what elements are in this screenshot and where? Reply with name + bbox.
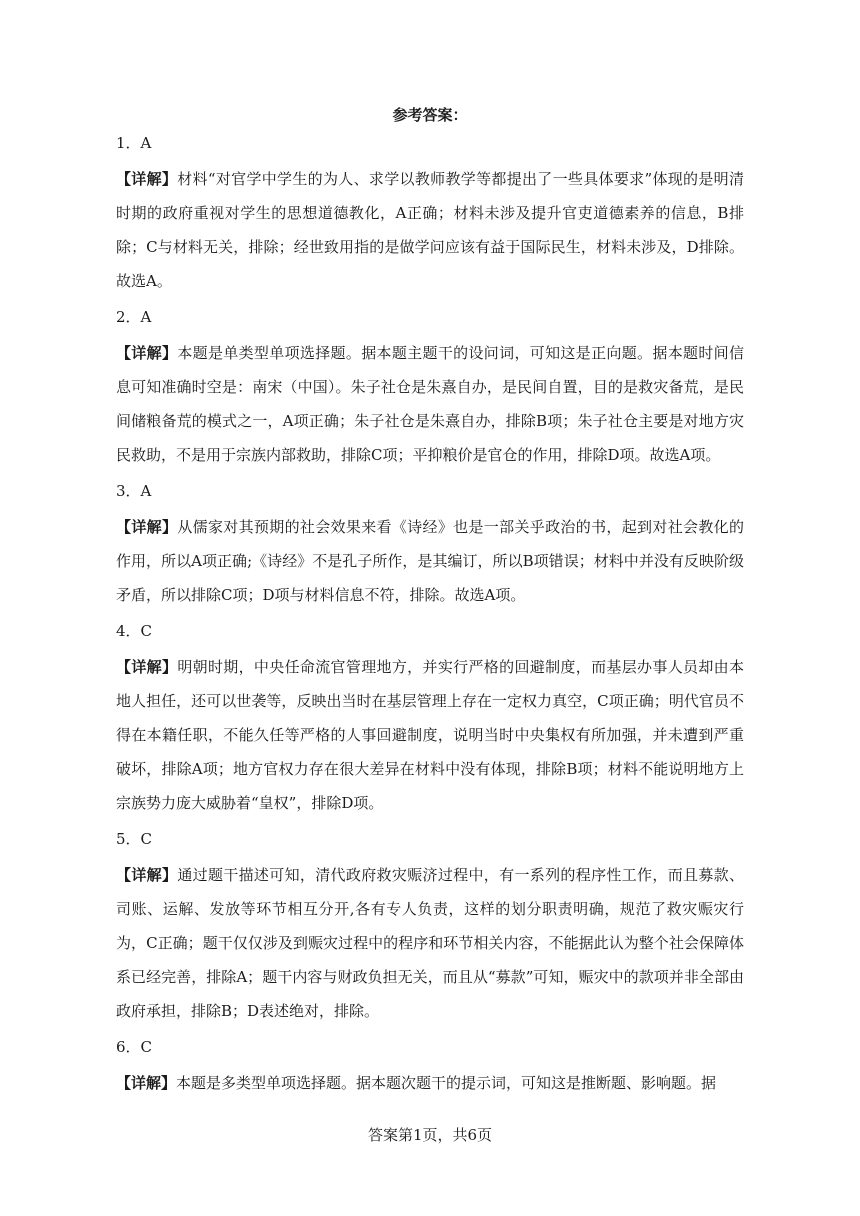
explanation-tag: 【详解】: [116, 344, 178, 362]
explanation-paragraph: [116, 650, 744, 820]
question-number: 1．A: [116, 134, 152, 152]
question-number: 3．A: [116, 482, 152, 500]
question-number: 4．C: [116, 622, 153, 640]
explanation-paragraph: [116, 858, 744, 1028]
answer-item-4: [116, 620, 744, 820]
explanation-text: 本题是单类型单项选择题。据本题主题干的设问词，可知这是正向题。据本题时间信息可知准确时空是：南宋（中国）。朱子社仓是朱熹自办，是民间自置，目的是救灾备荒，是民间储粮备荒的模式之一，A项正确；朱子社仓是朱熹自办，排除B项；朱子社仓主要是对地方灾民救助，不是用于宗族内部救助，排除C项；平抑粮价是官仓的作用，排除D项。故选A项。: [116, 344, 744, 464]
explanation-text: 通过题干描述可知，清代政府救灾赈济过程中，有一系列的程序性工作，而且募款、司账、运解、发放等环节相互分开,各有专人负责，这样的划分职责明确，规范了救灾赈灾行为，C正确；题干仅仅涉及到赈灾过程中的程序和环节相关内容，不能据此认为整个社会保障体系已经完善，排除A；题干内容与财政负担无关，而且从“募款”可知，赈灾中的款项并非全部由政府承担，排除B；D表述绝对，排除。: [116, 866, 744, 1020]
explanation-text: 材料“对官学中学生的为人、求学以教师教学等都提出了一些具体要求”体现的是明清时期的政府重视对学生的思想道德教化，A正确；材料未涉及提升官吏道德素养的信息，B排除；C与材料无关，排除；经世致用指的是做学问应该有益于国际民生，材料未涉及，D排除。故选A。: [116, 170, 744, 290]
answer-item-2: [116, 306, 744, 472]
question-number: 6．C: [116, 1038, 153, 1056]
explanation-tag: 【详解】: [116, 866, 178, 884]
answer-list: [116, 132, 744, 1108]
question-number: 2．A: [116, 308, 152, 326]
page-footer: 答案第1页，共6页: [367, 1126, 493, 1144]
explanation-text: 明朝时期，中央任命流官管理地方，并实行严格的回避制度，而基层办事人员却由本地人担任，还可以世袭等，反映出当时在基层管理上存在一定权力真空，C项正确；明代官员不得在本籍任职，不能久任等严格的人事回避制度，说明当时中央集权有所加强，并未遭到严重破坏，排除A项；地方官权力存在很大差异在材料中没有体现，排除B项；材料不能说明地方上宗族势力庞大威胁着“皇权”，排除D项。: [116, 658, 744, 812]
explanation-tag: 【详解】: [116, 170, 178, 188]
answer-item-5: [116, 828, 744, 1028]
explanation-paragraph: [116, 336, 744, 472]
explanation-text: 本题是多类型单项选择题。据本题次题干的提示词，可知这是推断题、影响题。据: [176, 1074, 717, 1092]
explanation-tag: 【详解】: [116, 1074, 177, 1092]
answer-item-3: [116, 480, 744, 612]
explanation-paragraph: [116, 510, 744, 612]
answer-item-1: [116, 132, 744, 298]
page-title: 参考答案：: [392, 106, 468, 124]
answer-item-6: [116, 1036, 744, 1100]
explanation-paragraph: [116, 162, 744, 298]
question-number: 5．C: [116, 830, 153, 848]
explanation-tag: 【详解】: [116, 658, 178, 676]
explanation-tag: 【详解】: [116, 518, 178, 536]
explanation-paragraph: [116, 1066, 744, 1100]
explanation-text: 从儒家对其预期的社会效果来看《诗经》也是一部关乎政治的书，起到对社会教化的作用，所以A项正确;《诗经》不是孔子所作，是其编订，所以B项错误；材料中并没有反映阶级矛盾，所以排除C项；D项与材料信息不符，排除。故选A项。: [116, 518, 744, 604]
